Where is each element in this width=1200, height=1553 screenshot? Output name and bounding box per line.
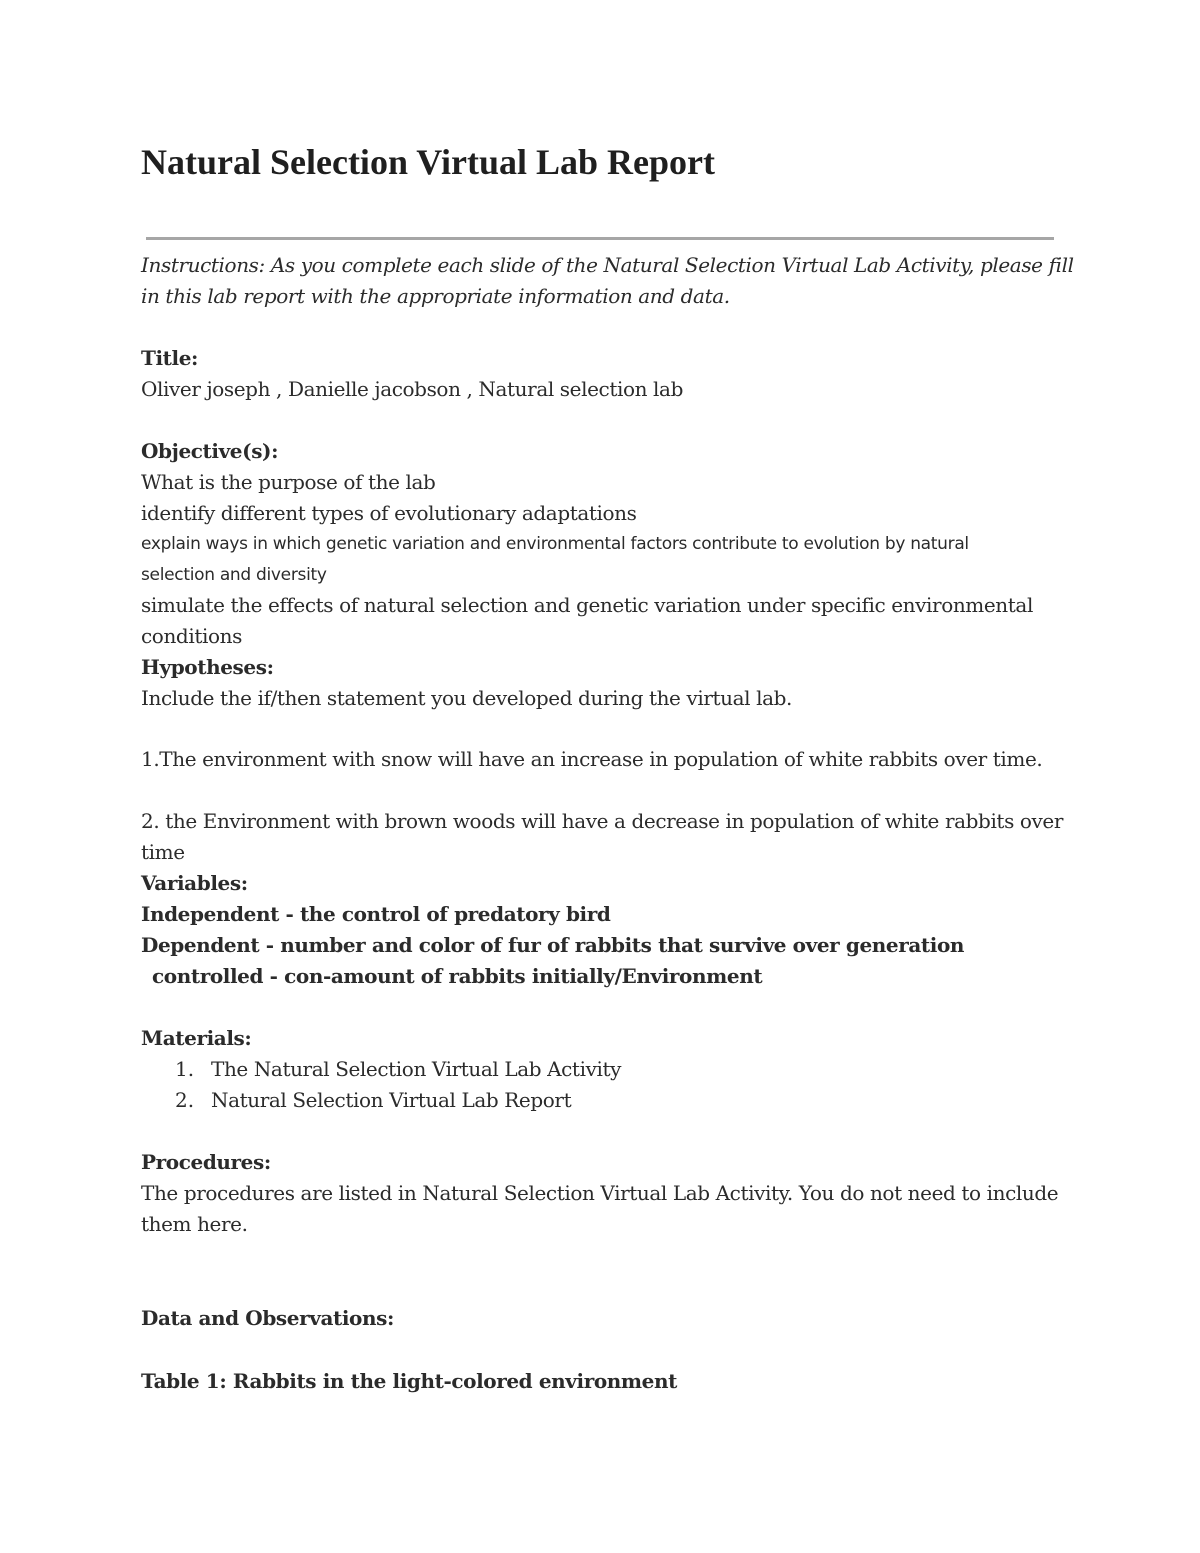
objective-prompt: What is the purpose of the lab <box>141 470 436 494</box>
materials-heading: Materials: <box>141 1026 252 1050</box>
hypothesis-1: 1.The environment with snow will have an increase in population of white rabbits over time. <box>141 747 1043 771</box>
objective-heading: Objective(s): <box>141 439 279 463</box>
variable-dependent: Dependent - number and color of fur of rabbits that survive over generation <box>141 933 965 957</box>
title-heading: Title: <box>141 346 199 370</box>
instructions-line-1: Instructions: As you complete each slide of the Natural Selection Virtual Lab Activity, please fill <box>141 253 1074 277</box>
objective-item-1: identify different types of evolutionary adaptations <box>141 501 637 525</box>
hypotheses-prompt: Include the if/then statement you developed during the virtual lab. <box>141 686 792 710</box>
hypothesis-2-line-1: 2. the Environment with brown woods will have a decrease in population of white rabbits over <box>141 809 1064 833</box>
variable-independent: Independent - the control of predatory bird <box>141 902 611 926</box>
hypotheses-heading: Hypotheses: <box>141 655 274 679</box>
materials-item-1: The Natural Selection Virtual Lab Activity <box>211 1057 621 1081</box>
objective-item-3-line-1: simulate the effects of natural selection and genetic variation under specific environmental <box>141 593 1033 617</box>
title-value: Oliver joseph , Danielle jacobson , Natural selection lab <box>141 377 683 401</box>
procedures-line-1: The procedures are listed in Natural Selection Virtual Lab Activity. You do not need to include <box>141 1181 1059 1205</box>
objective-item-2-line-1: explain ways in which genetic variation and environmental factors contribute to evolution by natural <box>141 534 969 554</box>
table-1-caption: Table 1: Rabbits in the light-colored environment <box>141 1369 677 1393</box>
procedures-heading: Procedures: <box>141 1150 271 1174</box>
data-observations-heading: Data and Observations: <box>141 1306 394 1330</box>
variables-heading: Variables: <box>141 871 248 895</box>
materials-item-2-number: 2. <box>175 1088 195 1112</box>
procedures-line-2: them here. <box>141 1212 248 1236</box>
materials-item-2: Natural Selection Virtual Lab Report <box>211 1088 572 1112</box>
horizontal-rule <box>146 237 1054 240</box>
objective-item-3-line-2: conditions <box>141 624 242 648</box>
materials-item-1-number: 1. <box>175 1057 195 1081</box>
objective-item-2-line-2: selection and diversity <box>141 565 327 585</box>
variable-controlled: controlled - con-amount of rabbits initially/Environment <box>152 964 763 988</box>
instructions-line-2: in this lab report with the appropriate information and data. <box>141 284 730 308</box>
document-title: Natural Selection Virtual Lab Report <box>141 142 715 182</box>
hypothesis-2-line-2: time <box>141 840 185 864</box>
